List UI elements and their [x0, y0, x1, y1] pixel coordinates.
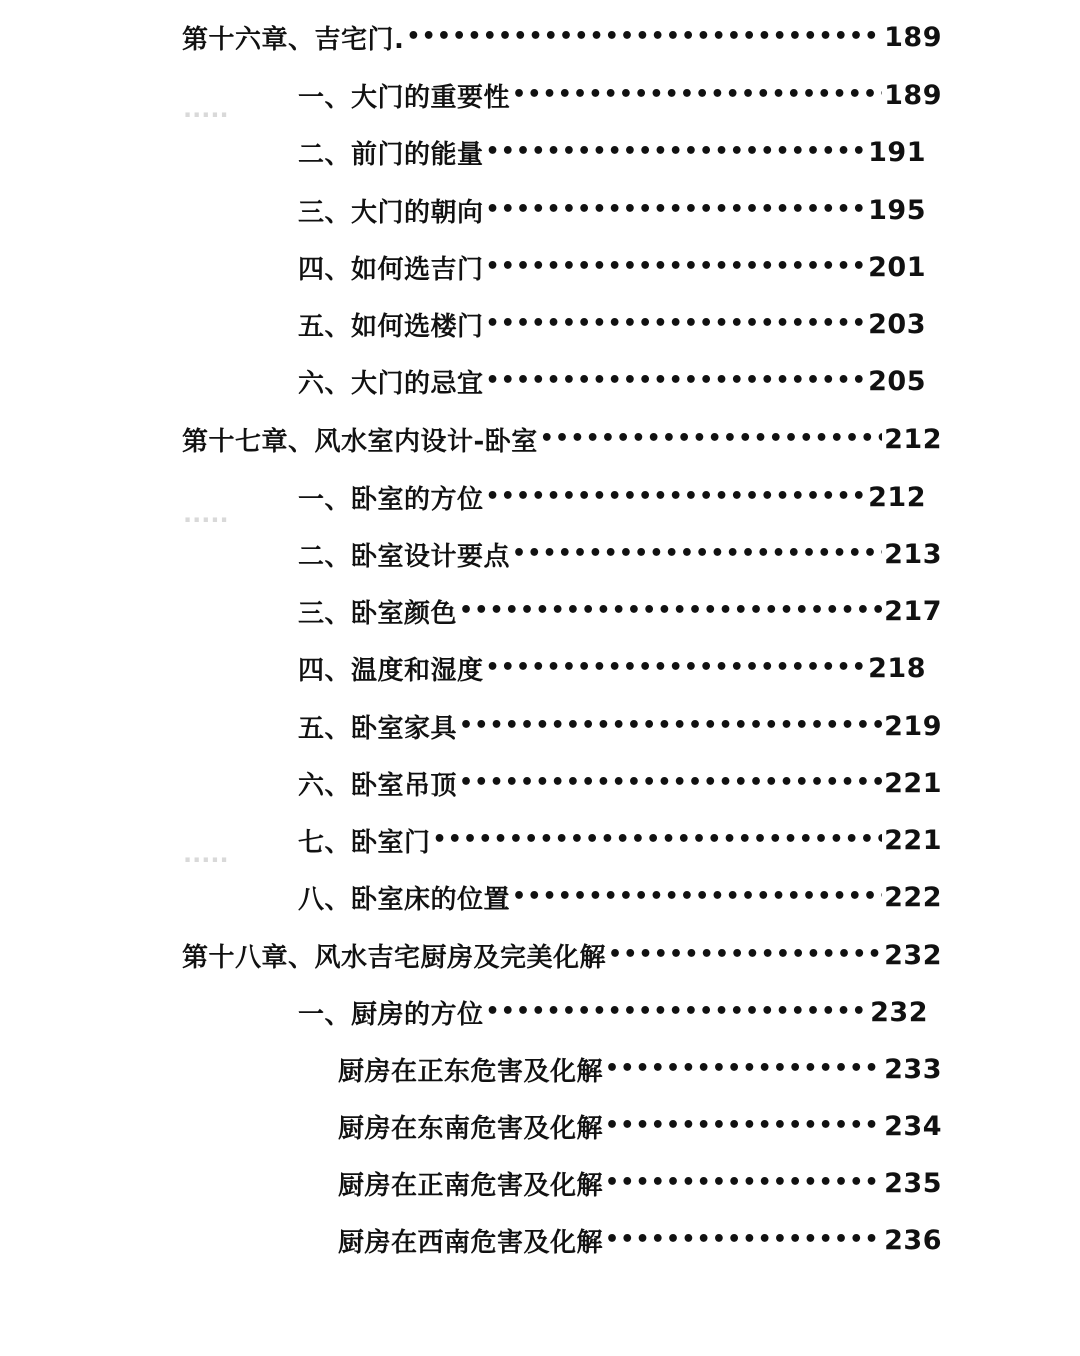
toc-entry-section[interactable] — [298, 877, 942, 917]
toc-entry-title: 七、卧室门 — [298, 827, 431, 858]
toc-leader-dots — [605, 1106, 882, 1146]
toc-entry-title: 厨房在东南危害及化解 — [338, 1113, 604, 1144]
toc-entry-title: 五、卧室家具 — [298, 713, 458, 744]
toc-page-number: 203 — [868, 308, 926, 340]
toc-leader-dots — [486, 361, 867, 401]
toc-entry-section[interactable] — [298, 820, 942, 860]
toc-leader-dots — [406, 17, 882, 57]
toc-page-number: 221 — [884, 824, 942, 856]
toc-entry-section[interactable] — [298, 477, 926, 517]
toc-leader-dots — [605, 1220, 882, 1260]
toc-entry-title: 厨房在西南危害及化解 — [338, 1227, 604, 1258]
toc-page-number: 189 — [884, 21, 942, 53]
toc-entry-section[interactable] — [298, 706, 942, 746]
toc-leader-dots — [512, 75, 882, 115]
toc-entry-title: 厨房在正南危害及化解 — [338, 1170, 604, 1201]
toc-entry-chapter[interactable] — [182, 935, 942, 975]
toc-entry-title: 第十八章、风水吉宅厨房及完美化解 — [182, 942, 607, 973]
toc-page-number: 233 — [884, 1053, 942, 1085]
toc-entry-chapter[interactable] — [182, 419, 942, 459]
bleed-mark: ..... — [183, 500, 229, 528]
toc-page-number: 218 — [868, 652, 926, 684]
toc-page-number: 235 — [884, 1167, 942, 1199]
toc-leader-dots — [486, 247, 867, 287]
toc-leader-dots — [459, 706, 882, 746]
toc-leader-dots — [459, 591, 882, 631]
toc-leader-dots — [512, 534, 882, 574]
toc-leader-dots — [608, 935, 882, 975]
toc-leader-dots — [605, 1049, 882, 1089]
toc-entry-title: 厨房在正东危害及化解 — [338, 1056, 604, 1087]
toc-page-number: 213 — [884, 538, 942, 570]
toc-entry-title: 四、如何选吉门 — [298, 254, 484, 285]
toc-leader-dots — [512, 877, 882, 917]
toc-entry-subsection[interactable] — [338, 1220, 942, 1260]
toc-entry-section[interactable] — [298, 190, 926, 230]
toc-page-number: 191 — [868, 136, 926, 168]
toc-leader-dots — [486, 477, 867, 517]
toc-leader-dots — [486, 132, 867, 172]
toc-entry-title: 六、卧室吊顶 — [298, 770, 458, 801]
toc-entry-title: 三、卧室颜色 — [298, 598, 458, 629]
toc-entry-chapter[interactable] — [182, 17, 942, 57]
toc-entry-title: 四、温度和湿度 — [298, 655, 484, 686]
toc-entry-section[interactable] — [298, 361, 926, 401]
toc-entry-title: 二、卧室设计要点 — [298, 541, 511, 572]
toc-entry-subsection[interactable] — [338, 1163, 942, 1203]
toc-page-number: 219 — [884, 710, 942, 742]
toc-page-number: 189 — [884, 79, 942, 111]
toc-page-number: 195 — [868, 194, 926, 226]
toc-entry-section[interactable] — [298, 247, 926, 287]
toc-entry-subsection[interactable] — [338, 1106, 942, 1146]
toc-entry-section[interactable] — [298, 304, 926, 344]
toc-entry-section[interactable] — [298, 992, 928, 1032]
toc-page-number: 212 — [868, 481, 926, 513]
toc-page-number: 232 — [870, 996, 928, 1028]
toc-page-number: 217 — [884, 595, 942, 627]
toc-leader-dots — [486, 304, 867, 344]
toc-entry-section[interactable] — [298, 534, 942, 574]
toc-entry-title: 第十七章、风水室内设计-卧室 — [182, 426, 538, 457]
toc-entry-title: 第十六章、吉宅门. — [182, 24, 405, 55]
toc-entry-section[interactable] — [298, 648, 926, 688]
toc-leader-dots — [486, 190, 867, 230]
toc-leader-dots — [486, 648, 867, 688]
toc-page-number: 212 — [884, 423, 942, 455]
toc-page-number: 201 — [868, 251, 926, 283]
toc-leader-dots — [540, 419, 882, 459]
toc-entry-section[interactable] — [298, 591, 942, 631]
toc-page-number: 232 — [884, 939, 942, 971]
toc-page-number: 236 — [884, 1224, 942, 1256]
toc-page-number: 205 — [868, 365, 926, 397]
bleed-mark: ..... — [183, 95, 229, 123]
toc-entry-title: 一、大门的重要性 — [298, 82, 511, 113]
toc-entry-section[interactable] — [298, 75, 942, 115]
toc-entry-title: 五、如何选楼门 — [298, 311, 484, 342]
toc-leader-dots — [605, 1163, 882, 1203]
toc-entry-title: 一、卧室的方位 — [298, 484, 484, 515]
toc-entry-section[interactable] — [298, 763, 942, 803]
toc-entry-title: 八、卧室床的位置 — [298, 884, 511, 915]
toc-entry-title: 六、大门的忌宜 — [298, 368, 484, 399]
toc-entry-title: 二、前门的能量 — [298, 139, 484, 170]
toc-page-number: 221 — [884, 767, 942, 799]
toc-entry-section[interactable] — [298, 132, 926, 172]
toc-entry-title: 三、大门的朝向 — [298, 197, 484, 228]
bleed-mark: ..... — [183, 840, 229, 868]
toc-leader-dots — [433, 820, 883, 860]
toc-page-number: 234 — [884, 1110, 942, 1142]
toc-page-number: 222 — [884, 881, 942, 913]
toc-leader-dots — [459, 763, 882, 803]
toc-entry-title: 一、厨房的方位 — [298, 999, 484, 1030]
toc-leader-dots — [486, 992, 869, 1032]
toc-entry-subsection[interactable] — [338, 1049, 942, 1089]
